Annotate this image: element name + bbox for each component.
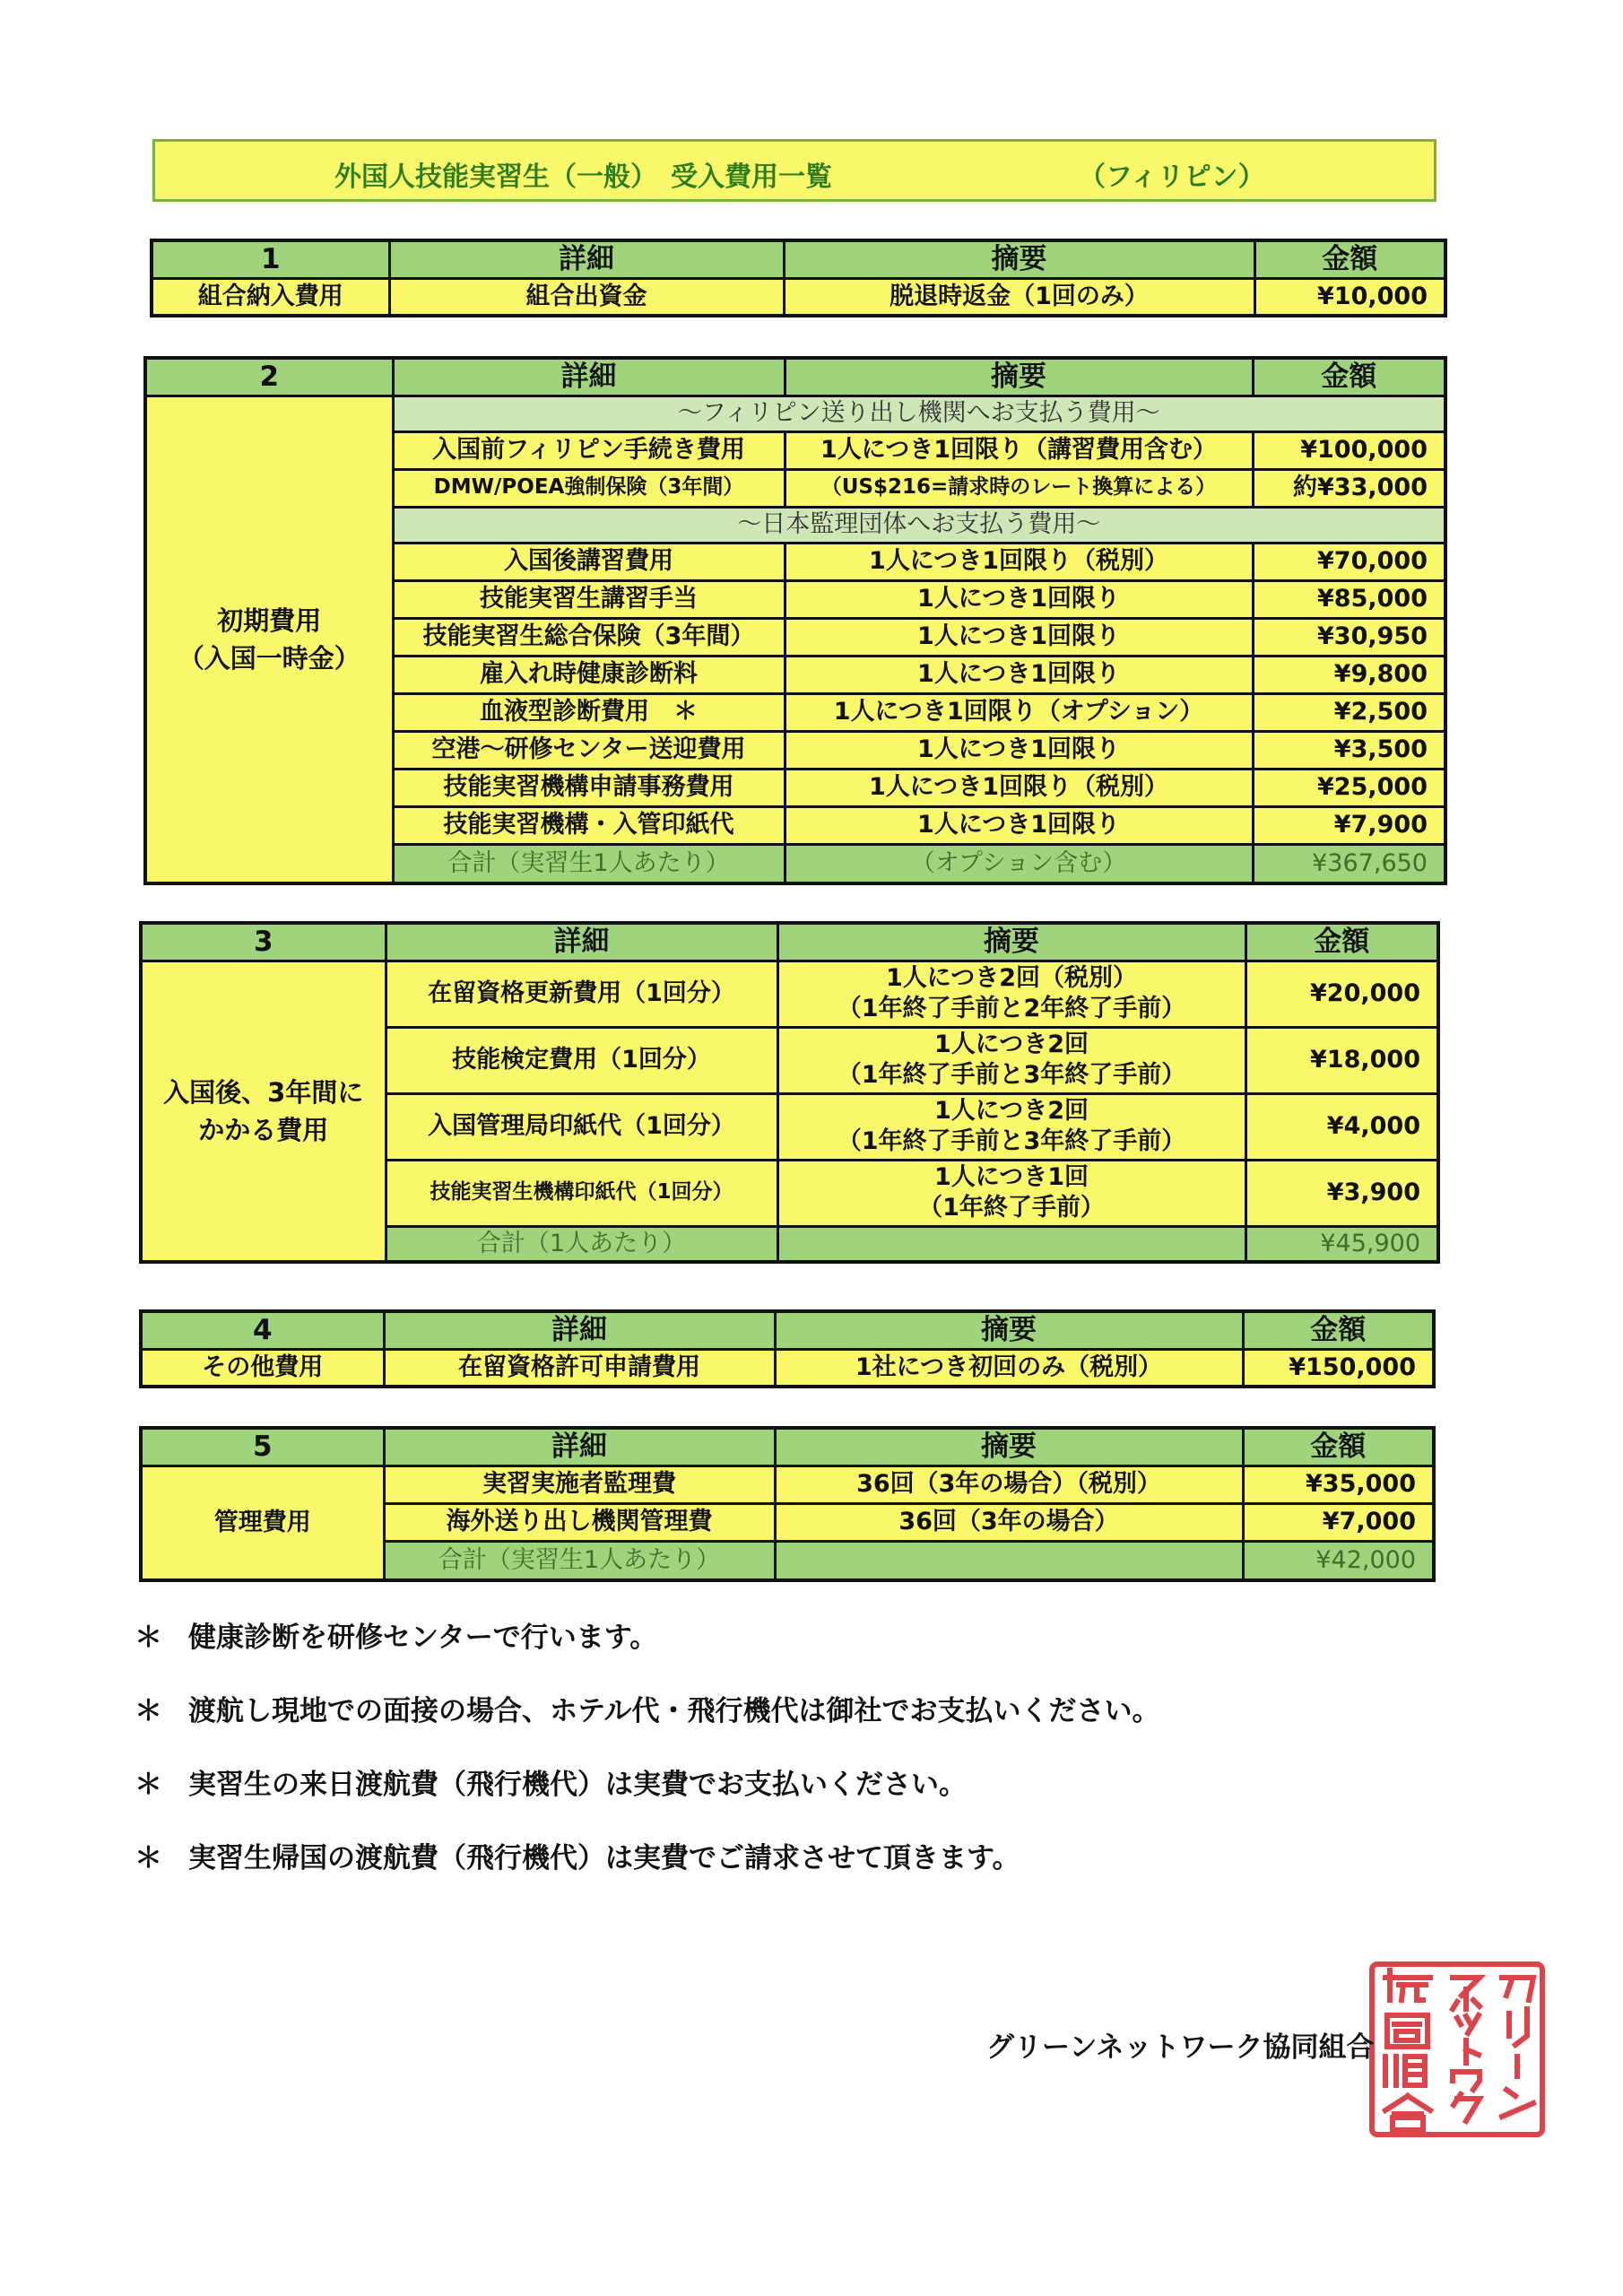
- summary-cell: 1人につき2回 （1年終了手前と3年終了手前）: [777, 1027, 1245, 1093]
- section-number: 4: [141, 1311, 384, 1349]
- summary-cell: 1人につき1回限り: [785, 656, 1253, 693]
- detail-cell: 実習実施者監理費: [384, 1465, 775, 1503]
- category-cell: 初期費用 （入国一時金）: [145, 396, 393, 883]
- fee-table-2: [143, 356, 1447, 885]
- header-summary: 摘要: [775, 1428, 1243, 1465]
- header-amount: 金額: [1243, 1428, 1434, 1465]
- note-item: [135, 1614, 1159, 1688]
- page-title: 外国人技能実習生（一般） 受入費用一覧: [334, 161, 832, 193]
- header-summary: 摘要: [785, 358, 1253, 396]
- amount-cell: 約¥33,000: [1253, 469, 1445, 507]
- total-amount: ¥45,900: [1245, 1226, 1438, 1262]
- summary-cell: 1人につき1回限り（税別）: [785, 769, 1253, 806]
- fee-table-3: [139, 921, 1440, 1264]
- amount-cell: ¥10,000: [1254, 278, 1445, 316]
- amount-cell: ¥85,000: [1253, 580, 1445, 618]
- detail-cell: 入国後講習費用: [393, 543, 785, 580]
- summary-cell: 脱退時返金（1回のみ）: [784, 278, 1254, 316]
- note-item: [135, 1835, 1159, 1909]
- amount-cell: ¥3,900: [1245, 1160, 1438, 1226]
- summary-cell: 36回（3年の場合）（税別）: [775, 1465, 1243, 1503]
- fee-table-5: [139, 1426, 1436, 1582]
- total-note: （オプション含む）: [785, 844, 1253, 883]
- summary-cell: 1人につき1回限り: [785, 731, 1253, 769]
- total-label: 合計（実習生1人あたり）: [384, 1541, 775, 1580]
- amount-cell: ¥35,000: [1243, 1465, 1434, 1503]
- header-amount: 金額: [1253, 358, 1445, 396]
- subheader-overseas: ～フィリピン送り出し機関へお支払う費用～: [393, 396, 1445, 431]
- summary-cell: 1人につき1回限り（講習費用含む）: [785, 431, 1253, 469]
- detail-cell: 技能実習生講習手当: [393, 580, 785, 618]
- detail-cell: 在留資格更新費用（1回分）: [386, 961, 777, 1027]
- total-label: 合計（実習生1人あたり）: [393, 844, 785, 883]
- summary-cell: 1社につき初回のみ（税別）: [775, 1349, 1243, 1387]
- note-text: 渡航し現地での面接の場合、ホテル代・飛行機代は御社でお支払いください。: [188, 1695, 1160, 1727]
- header-detail: 詳細: [384, 1311, 775, 1349]
- detail-cell: 雇入れ時健康診断料: [393, 656, 785, 693]
- section-number: 3: [141, 923, 386, 961]
- detail-cell: 入国前フィリピン手続き費用: [393, 431, 785, 469]
- section-number: 2: [145, 358, 393, 396]
- amount-cell: ¥150,000: [1243, 1349, 1434, 1387]
- category-cell: その他費用: [141, 1349, 384, 1387]
- total-note-empty: [775, 1541, 1243, 1580]
- detail-cell: 入国管理局印紙代（1回分）: [386, 1093, 777, 1160]
- fee-table-4: [139, 1309, 1436, 1388]
- amount-cell: ¥70,000: [1253, 543, 1445, 580]
- amount-cell: ¥4,000: [1245, 1093, 1438, 1160]
- amount-cell: ¥3,500: [1253, 731, 1445, 769]
- asterisk-mark: ＊: [135, 1769, 162, 1801]
- fee-table-1: [150, 239, 1447, 317]
- detail-cell: 技能検定費用（1回分）: [386, 1027, 777, 1093]
- header-summary: 摘要: [777, 923, 1245, 961]
- header-detail: 詳細: [393, 358, 785, 396]
- detail-cell: 海外送り出し機関管理費: [384, 1503, 775, 1541]
- detail-cell: 技能実習機構・入管印紙代: [393, 806, 785, 844]
- amount-cell: ¥30,950: [1253, 618, 1445, 656]
- total-note-empty: [777, 1226, 1245, 1262]
- header-detail: 詳細: [386, 923, 777, 961]
- amount-cell: ¥7,000: [1243, 1503, 1434, 1541]
- amount-cell: ¥100,000: [1253, 431, 1445, 469]
- header-amount: 金額: [1245, 923, 1438, 961]
- detail-cell: DMW/POEA強制保険（3年間）: [393, 469, 785, 507]
- amount-cell: ¥9,800: [1253, 656, 1445, 693]
- summary-cell: 1人につき1回限り（オプション）: [785, 693, 1253, 731]
- title-banner: [152, 139, 1436, 202]
- header-detail: 詳細: [384, 1428, 775, 1465]
- summary-cell: 1人につき1回 （1年終了手前）: [777, 1160, 1245, 1226]
- total-amount: ¥367,650: [1253, 844, 1445, 883]
- amount-cell: ¥7,900: [1253, 806, 1445, 844]
- section-number: 5: [141, 1428, 384, 1465]
- amount-cell: ¥20,000: [1245, 961, 1438, 1027]
- note-text: 健康診断を研修センターで行います。: [188, 1622, 658, 1654]
- company-seal: [1367, 1960, 1547, 2139]
- detail-cell: 組合出資金: [389, 278, 784, 316]
- asterisk-mark: ＊: [135, 1842, 162, 1874]
- total-amount: ¥42,000: [1243, 1541, 1434, 1580]
- category-cell: 入国後、3年間に かかる費用: [141, 961, 386, 1262]
- notes-list: [135, 1614, 1159, 1909]
- category-cell: 組合納入費用: [152, 278, 389, 316]
- detail-cell: 在留資格許可申請費用: [384, 1349, 775, 1387]
- note-item: [135, 1761, 1159, 1835]
- detail-cell: 技能実習機構申請事務費用: [393, 769, 785, 806]
- category-cell: 管理費用: [141, 1465, 384, 1580]
- note-item: [135, 1688, 1159, 1761]
- header-amount: 金額: [1243, 1311, 1434, 1349]
- amount-cell: ¥2,500: [1253, 693, 1445, 731]
- detail-cell: 技能実習生機構印紙代（1回分）: [386, 1160, 777, 1226]
- country-label: （フィリピン）: [1079, 161, 1265, 193]
- note-text: 実習生の来日渡航費（飛行機代）は実費でお支払いください。: [188, 1769, 967, 1801]
- section-number: 1: [152, 240, 389, 278]
- note-text: 実習生帰国の渡航費（飛行機代）は実費でご請求させて頂きます。: [188, 1842, 1020, 1874]
- detail-cell: 空港～研修センター送迎費用: [393, 731, 785, 769]
- asterisk-mark: ＊: [135, 1695, 162, 1727]
- summary-cell: 1人につき1回限り: [785, 580, 1253, 618]
- summary-cell: 1人につき1回限り（税別）: [785, 543, 1253, 580]
- detail-cell: 技能実習生総合保険（3年間）: [393, 618, 785, 656]
- summary-cell: 1人につき2回（税別） （1年終了手前と2年終了手前）: [777, 961, 1245, 1027]
- summary-cell: 1人につき2回 （1年終了手前と3年終了手前）: [777, 1093, 1245, 1160]
- header-amount: 金額: [1254, 240, 1445, 278]
- amount-cell: ¥18,000: [1245, 1027, 1438, 1093]
- summary-cell: 36回（3年の場合）: [775, 1503, 1243, 1541]
- detail-cell: 血液型診断費用 ＊: [393, 693, 785, 731]
- asterisk-mark: ＊: [135, 1622, 162, 1654]
- summary-cell: 1人につき1回限り: [785, 806, 1253, 844]
- summary-cell: 1人につき1回限り: [785, 618, 1253, 656]
- header-summary: 摘要: [784, 240, 1254, 278]
- header-summary: 摘要: [775, 1311, 1243, 1349]
- summary-cell: （US$216=請求時のレート換算による）: [785, 469, 1253, 507]
- subheader-japan: ～日本監理団体へお支払う費用～: [393, 507, 1445, 543]
- header-detail: 詳細: [389, 240, 784, 278]
- amount-cell: ¥25,000: [1253, 769, 1445, 806]
- organization-name: グリーンネットワーク協同組合: [986, 2031, 1375, 2064]
- total-label: 合計（1人あたり）: [386, 1226, 777, 1262]
